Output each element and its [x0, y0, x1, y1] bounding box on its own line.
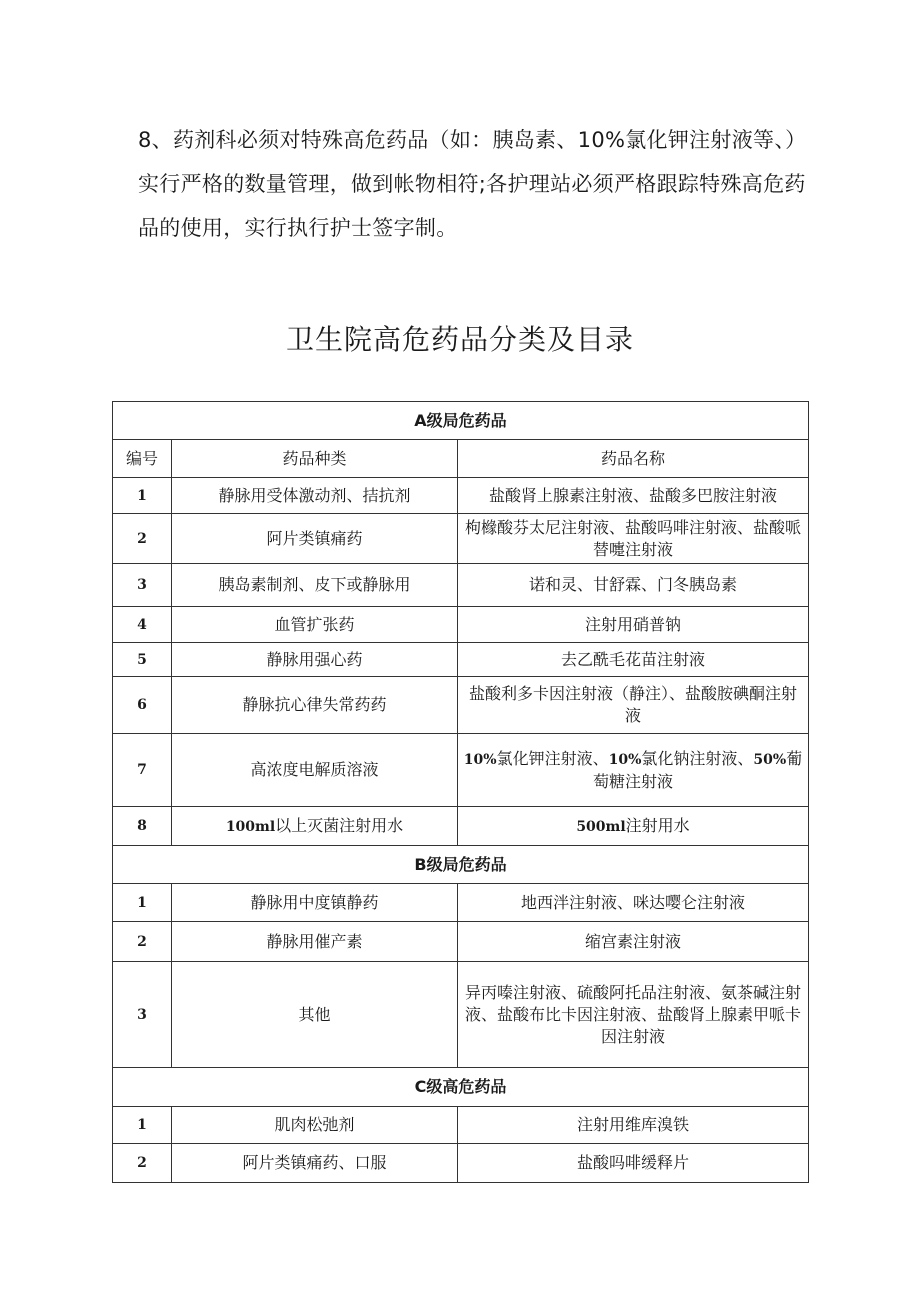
- table-row: [113, 478, 809, 514]
- paragraph-line-3: 品的使用，实行执行护士签字制。: [138, 216, 458, 240]
- row-category: 血管扩张药: [172, 607, 458, 643]
- drug-name-part: 葡萄糖注射液: [592, 748, 803, 791]
- pct-value: 50%: [753, 751, 787, 768]
- volume-value: 100ml: [225, 818, 276, 835]
- row-category: 静脉抗心律失常药药: [172, 677, 458, 734]
- table-row: [113, 807, 809, 846]
- row-num: 3: [113, 962, 172, 1068]
- section-b-label: B级局危药品: [113, 846, 809, 884]
- row-category: 静脉用中度镇静药: [172, 884, 458, 922]
- table-row: [113, 962, 809, 1068]
- drug-name-part: 注射用水: [625, 815, 690, 835]
- row-category: 高浓度电解质溶液: [172, 734, 458, 807]
- row-drug-name: 盐酸吗啡缓释片: [458, 1144, 809, 1183]
- pct-value: 10%: [608, 751, 642, 768]
- row-num: 1: [113, 478, 172, 514]
- volume-value: 500ml: [576, 818, 626, 835]
- col-header-name: 药品名称: [458, 440, 809, 478]
- section-b-header-row: [113, 846, 809, 884]
- row-drug-name: 注射用维库溴铁: [458, 1107, 809, 1144]
- section-c-header-row: [113, 1068, 809, 1107]
- category-part: 以上灭菌注射用水: [275, 815, 404, 835]
- high-risk-drug-table: [112, 401, 809, 1183]
- table-row: [113, 607, 809, 643]
- row-num: 1: [113, 1107, 172, 1144]
- row-num: 3: [113, 564, 172, 607]
- row-drug-name: 盐酸利多卡因注射液（静注）、盐酸胺碘酮注射液: [458, 677, 809, 734]
- row-num: 5: [113, 643, 172, 677]
- paragraph-line-1: 8、药剂科必须对特殊高危药品（如：胰岛素、10%氯化钾注射液等、）: [138, 128, 807, 152]
- paragraph-line-2: 实行严格的数量管理，做到帐物相符;各护理站必须严格跟踪特殊高危药: [138, 172, 806, 196]
- drug-name-part: 氯化钠注射液、: [641, 748, 754, 768]
- row-drug-name: [458, 734, 809, 807]
- row-drug-name: 缩宫素注射液: [458, 922, 809, 962]
- row-num: 1: [113, 884, 172, 922]
- row-category: 肌肉松弛剂: [172, 1107, 458, 1144]
- row-category: [172, 807, 458, 846]
- row-category: 静脉用强心药: [172, 643, 458, 677]
- row-num: 6: [113, 677, 172, 734]
- row-category: 阿片类镇痛药、口服: [172, 1144, 458, 1183]
- row-category: 胰岛素制剂、皮下或静脉用: [172, 564, 458, 607]
- row-category: 其他: [172, 962, 458, 1068]
- table-row: [113, 677, 809, 734]
- row-drug-name: 诺和灵、甘舒霖、门冬胰岛素: [458, 564, 809, 607]
- table-row: [113, 922, 809, 962]
- table-row: [113, 564, 809, 607]
- row-num: 2: [113, 1144, 172, 1183]
- table-row: [113, 1144, 809, 1183]
- row-drug-name: 注射用硝普钠: [458, 607, 809, 643]
- row-num: 8: [113, 807, 172, 846]
- row-category: 静脉用催产素: [172, 922, 458, 962]
- section-a-label: A级局危药品: [113, 402, 809, 440]
- row-num: 7: [113, 734, 172, 807]
- table-row: [113, 884, 809, 922]
- row-category: 静脉用受体激动剂、拮抗剂: [172, 478, 458, 514]
- section-a-header-row: [113, 402, 809, 440]
- table-row: [113, 1107, 809, 1144]
- table-row: [113, 734, 809, 807]
- col-header-num: 编号: [113, 440, 172, 478]
- regulation-paragraph: [138, 118, 818, 250]
- row-drug-name: [458, 807, 809, 846]
- section-c-label: C级高危药品: [113, 1068, 809, 1107]
- row-drug-name: 盐酸肾上腺素注射液、盐酸多巴胺注射液: [458, 478, 809, 514]
- drug-name-part: 氯化钾注射液、: [496, 748, 609, 768]
- row-category: 阿片类镇痛药: [172, 514, 458, 564]
- row-num: 2: [113, 922, 172, 962]
- table-row: [113, 643, 809, 677]
- pct-value: 10%: [463, 751, 497, 768]
- col-header-category: 药品种类: [172, 440, 458, 478]
- row-num: 4: [113, 607, 172, 643]
- document-title: 卫生院高危药品分类及目录: [285, 323, 634, 356]
- row-num: 2: [113, 514, 172, 564]
- column-header-row: [113, 440, 809, 478]
- row-drug-name: 异丙嗪注射液、硫酸阿托品注射液、氨茶碱注射液、盐酸布比卡因注射液、盐酸肾上腺素甲哌卡因注射液: [458, 962, 809, 1068]
- row-drug-name: 枸橼酸芬太尼注射液、盐酸吗啡注射液、盐酸哌替嚏注射液: [458, 514, 809, 564]
- row-drug-name: 地西泮注射液、咪达嘤仑注射液: [458, 884, 809, 922]
- row-drug-name: 去乙酰毛花苗注射液: [458, 643, 809, 677]
- table-row: [113, 514, 809, 564]
